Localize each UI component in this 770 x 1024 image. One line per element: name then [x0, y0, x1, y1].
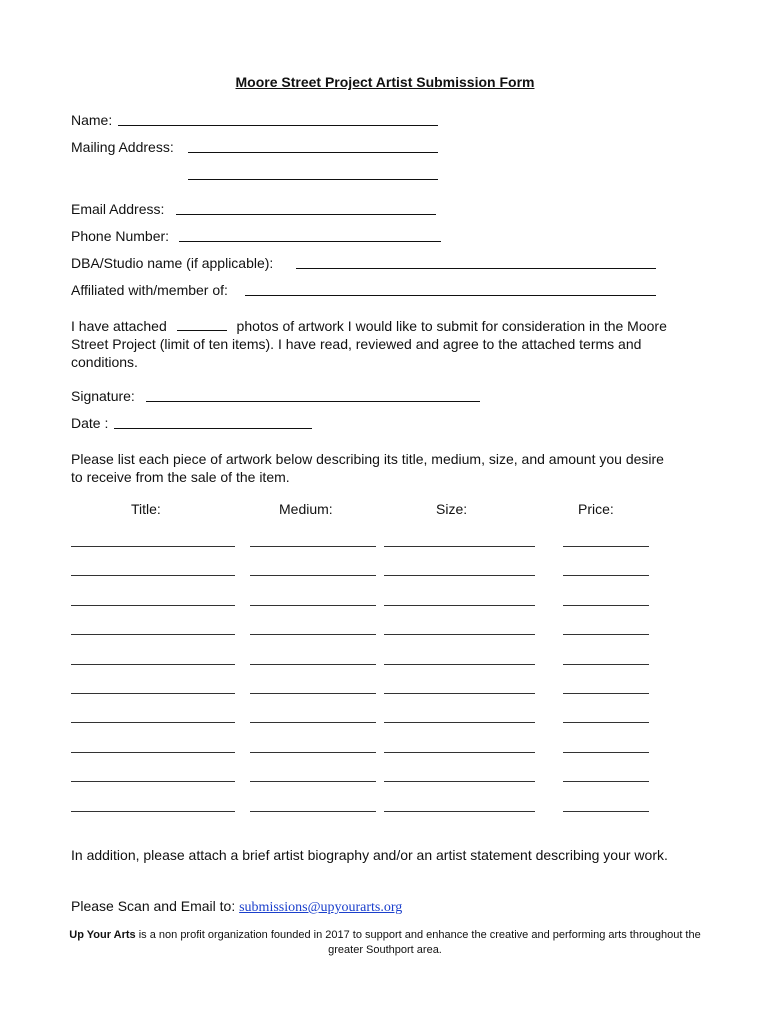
artwork-title-field[interactable] [71, 811, 235, 812]
artwork-price-field[interactable] [563, 575, 649, 576]
form-title: Moore Street Project Artist Submission Form [235, 74, 535, 90]
artwork-medium-field[interactable] [250, 575, 376, 576]
email-instruction-prefix: Please Scan and Email to: [71, 898, 236, 914]
column-header-price: Price: [578, 501, 614, 517]
footer-note [60, 928, 710, 958]
artwork-price-field[interactable] [563, 605, 649, 606]
artwork-medium-field[interactable] [250, 634, 376, 635]
name-label: Name: [71, 112, 113, 128]
mailing-address-field-line2[interactable] [188, 179, 438, 180]
artwork-price-field[interactable] [563, 664, 649, 665]
artwork-title-field[interactable] [71, 722, 235, 723]
column-header-title: Title: [131, 501, 161, 517]
artwork-size-field[interactable] [384, 722, 535, 723]
artwork-size-field[interactable] [384, 752, 535, 753]
artwork-title-field[interactable] [71, 781, 235, 782]
artwork-title-field[interactable] [71, 752, 235, 753]
artwork-price-field[interactable] [563, 634, 649, 635]
artwork-medium-field[interactable] [250, 546, 376, 547]
bio-instruction: In addition, please attach a brief artist biography and/or an artist statement describing your work. [71, 847, 668, 863]
email-address-field[interactable] [176, 214, 436, 215]
phone-number-field[interactable] [179, 241, 441, 242]
email-instruction [71, 897, 402, 917]
artwork-medium-field[interactable] [250, 781, 376, 782]
email-address-label: Email Address: [71, 201, 165, 217]
artwork-medium-field[interactable] [250, 693, 376, 694]
footer-text: is a non profit organization founded in 2017 to support and enhance the creative and performing arts throughout the greater Southport area. [138, 929, 701, 956]
artwork-size-field[interactable] [384, 664, 535, 665]
artwork-title-field[interactable] [71, 575, 235, 576]
signature-field[interactable] [146, 401, 480, 402]
attach-prefix: I have attached [71, 318, 167, 334]
artwork-price-field[interactable] [563, 722, 649, 723]
artwork-price-field[interactable] [563, 752, 649, 753]
signature-label: Signature: [71, 388, 135, 404]
artwork-title-field[interactable] [71, 634, 235, 635]
submission-email-link[interactable]: submissions@upyourarts.org [239, 900, 403, 915]
column-header-size: Size: [436, 501, 468, 517]
artwork-price-field[interactable] [563, 693, 649, 694]
artwork-price-field[interactable] [563, 546, 649, 547]
attach-statement [71, 316, 671, 371]
artwork-title-field[interactable] [71, 664, 235, 665]
artwork-title-field[interactable] [71, 605, 235, 606]
mailing-address-label: Mailing Address: [71, 139, 174, 155]
column-header-medium: Medium: [279, 501, 333, 517]
dba-field[interactable] [296, 268, 656, 269]
artwork-size-field[interactable] [384, 693, 535, 694]
phone-number-label: Phone Number: [71, 228, 170, 244]
artwork-price-field[interactable] [563, 811, 649, 812]
attach-suffix: photos of artwork I would like to submit for consideration in the Moore Street Project (limit of ten items). I have read, reviewed and agree to the attached terms and conditions. [71, 318, 667, 370]
affiliated-field[interactable] [245, 295, 656, 296]
artwork-size-field[interactable] [384, 811, 535, 812]
artwork-size-field[interactable] [384, 546, 535, 547]
photo-count-field[interactable] [177, 316, 227, 331]
artwork-size-field[interactable] [384, 781, 535, 782]
artwork-medium-field[interactable] [250, 811, 376, 812]
footer-org-name: Up Your Arts [69, 929, 136, 941]
artwork-title-field[interactable] [71, 693, 235, 694]
dba-label: DBA/Studio name (if applicable): [71, 255, 274, 271]
artwork-price-field[interactable] [563, 781, 649, 782]
date-field[interactable] [114, 428, 312, 429]
name-field[interactable] [118, 125, 438, 126]
artwork-size-field[interactable] [384, 634, 535, 635]
artwork-title-field[interactable] [71, 546, 235, 547]
list-instruction: Please list each piece of artwork below describing its title, medium, size, and amount you desire to receive from the sale of the item. [71, 451, 664, 485]
artwork-medium-field[interactable] [250, 664, 376, 665]
artwork-medium-field[interactable] [250, 752, 376, 753]
mailing-address-field[interactable] [188, 152, 438, 153]
artwork-medium-field[interactable] [250, 605, 376, 606]
artwork-size-field[interactable] [384, 575, 535, 576]
artwork-medium-field[interactable] [250, 722, 376, 723]
affiliated-label: Affiliated with/member of: [71, 282, 228, 298]
artwork-size-field[interactable] [384, 605, 535, 606]
date-label: Date : [71, 415, 109, 431]
